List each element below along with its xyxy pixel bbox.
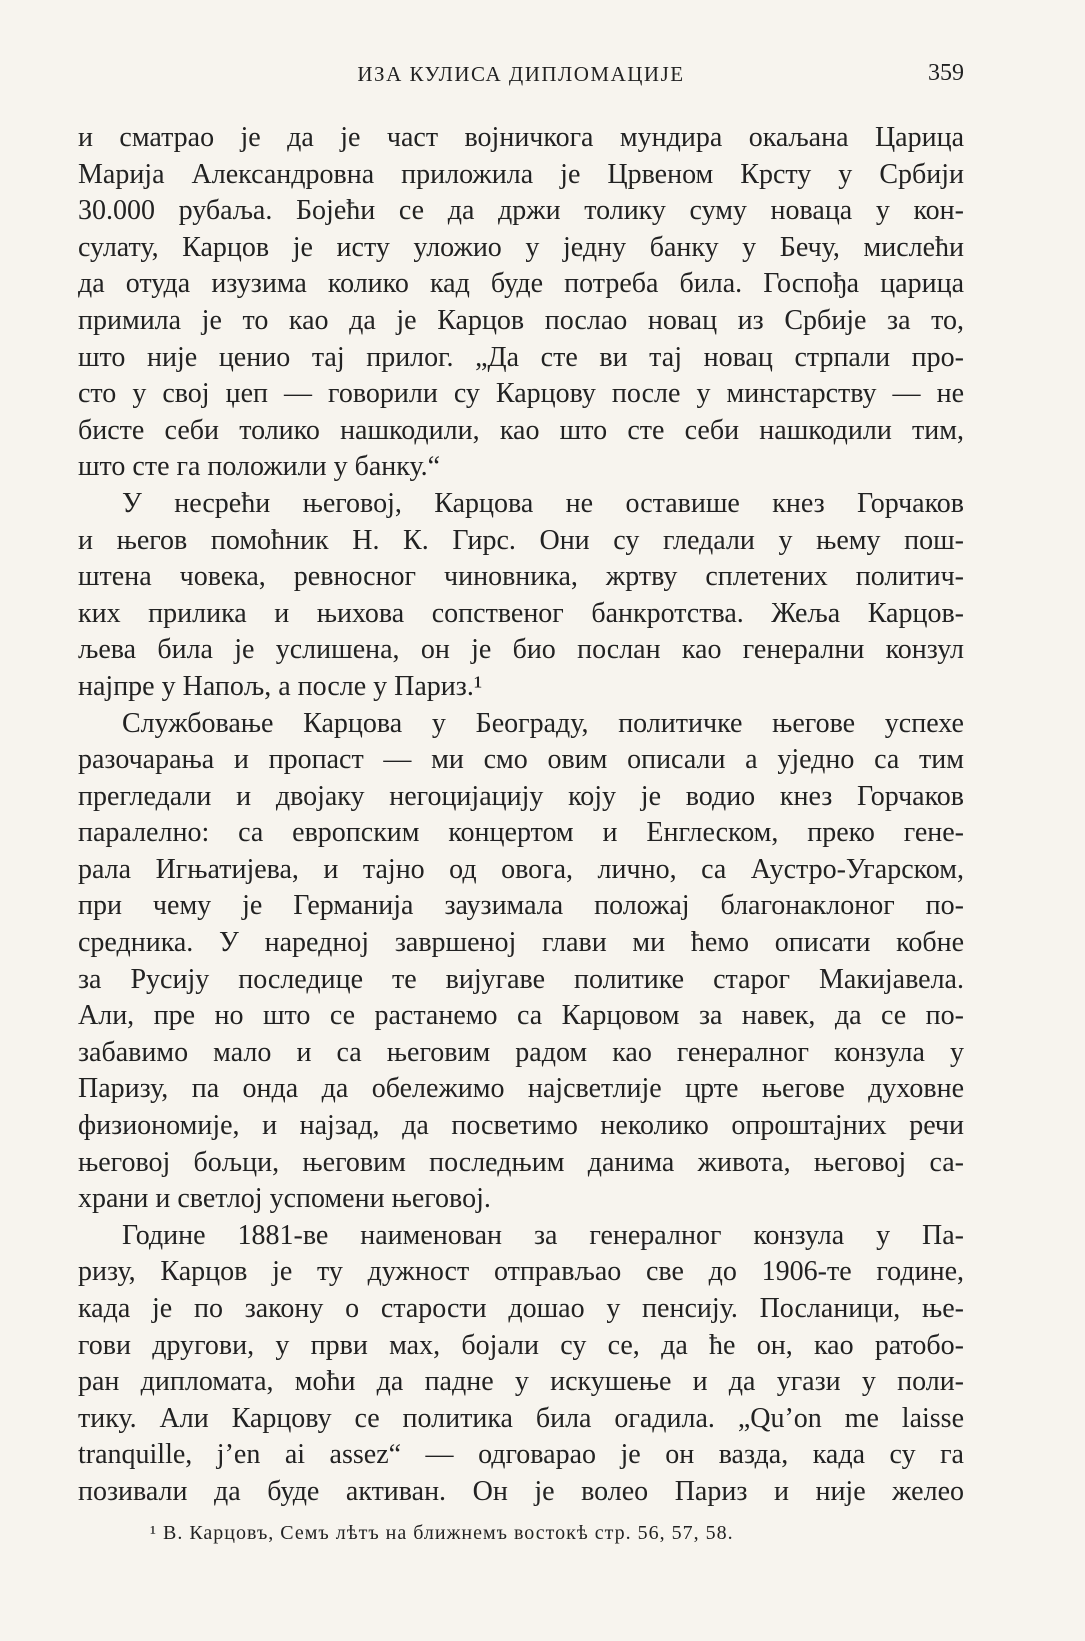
text-line: што сте га положили у банку.“ <box>78 451 441 483</box>
text-line: разочарања и пропаст — ми смо овим описали а уједно са тим <box>78 744 964 776</box>
text-line: и сматрао је да је част војничкога мундира окаљана Царица <box>78 122 964 153</box>
text-line: при чему је Германија заузимала положај благонаклоног по- <box>78 890 964 922</box>
text-line: примила је то као да је Карцов послао новац из Србије за то, <box>78 304 964 336</box>
text-line: када је по закону о старости дошао у пенсију. Посланици, ње- <box>78 1293 964 1324</box>
text-line: Службовање Карцова у Београду, политичке његове успехе <box>122 707 964 739</box>
text-line: бисте себи толико нашкодили, као што сте себи нашкодили тим, <box>78 414 964 446</box>
text-line: ких прилика и њихова сопственог банкротства. Жеља Карцов- <box>78 597 964 629</box>
text-line: средника. У наредној завршеној глави ми ћемо описати кобне <box>78 927 964 959</box>
text-line: што није ценио тај прилог. „Да сте ви тај новац стрпали про- <box>78 341 964 373</box>
text-line: и његов помоћник Н. К. Гирс. Они су гледали у њему пош- <box>78 524 964 556</box>
text-line: У несрећи његовој, Карцова не оставише кнез Горчаков <box>122 487 964 519</box>
running-title: ИЗА КУЛИСА ДИПЛОМАЦИЈЕ <box>357 62 685 86</box>
text-line: храни и светлој успомени његовој. <box>78 1183 491 1215</box>
body-text <box>78 120 964 1511</box>
text-line: штена човека, ревносног чиновника, жртву сплетених политич- <box>78 561 964 593</box>
page-number: 359 <box>928 60 964 86</box>
text-line: Марија Александровна приложила је Црвеном Крсту у Србији <box>78 158 964 190</box>
text-line: забавимо мало и са његовим радом као генералног конзула у <box>78 1036 964 1068</box>
text-line: најпре у Напољ, а после у Париз.¹ <box>78 670 483 702</box>
running-header <box>78 56 964 96</box>
text-line: љева била је услишена, он је био послан као генерални конзул <box>78 634 964 666</box>
text-line: Године 1881-ве наименован за генералног конзула у Па- <box>122 1219 964 1251</box>
text-line: гови другови, у први мах, бојали су се, да ће он, као ратобо- <box>78 1329 964 1361</box>
text-line: за Русију последице те вијугаве политике старог Макијавела. <box>78 963 964 995</box>
text-line: tranquille, j’en ai assez“ — одговарао је он вазда, када су га <box>78 1439 964 1471</box>
text-line: ран дипломата, моћи да падне у искушење и да угази у поли- <box>78 1366 964 1398</box>
text-line: Али, пре но што се растанемо са Карцовом за навек, да се по- <box>78 1000 964 1032</box>
text-line: ризу, Карцов је ту дужност отправљао све до 1906-те године, <box>78 1256 964 1288</box>
text-line: сто у свој џеп — говорили су Карцову после у минстарству — не <box>78 378 964 410</box>
text-line: физиономије, и најзад, да посветимо неколико опроштајних речи <box>78 1110 964 1142</box>
footnote: ¹ В. Карцовъ, Семъ лѣтъ на ближнемъ востокѣ стр. 56, 57, 58. <box>150 1522 734 1544</box>
text-line: да отуда изузима колико кад буде потреба била. Госпођа царица <box>78 268 964 300</box>
text-line: тику. Али Карцову се политика била огадила. „Qu’on me laisse <box>78 1402 964 1434</box>
text-line: паралелно: са европским концертом и Енглеском, преко гене- <box>78 817 964 849</box>
text-line: Паризу, па онда да обележимо најсветлије црте његове духовне <box>78 1073 964 1105</box>
text-line: прегледали и двојаку негоцијацију коју је водио кнез Горчаков <box>78 780 964 812</box>
text-line: 30.000 рубаља. Бојећи се да држи толику суму новаца у кон- <box>78 195 964 227</box>
text-line: рала Игњатијева, и тајно од овога, лично, са Аустро-Угарском, <box>78 853 964 885</box>
text-line: позивали да буде активан. Он је волео Париз и није желео <box>78 1475 964 1507</box>
text-line: сулату, Карцов је исту уложио у једну банку у Бечу, мислећи <box>78 231 964 263</box>
text-line: његовој бољци, његовим последњим данима живота, његовој са- <box>78 1146 964 1178</box>
